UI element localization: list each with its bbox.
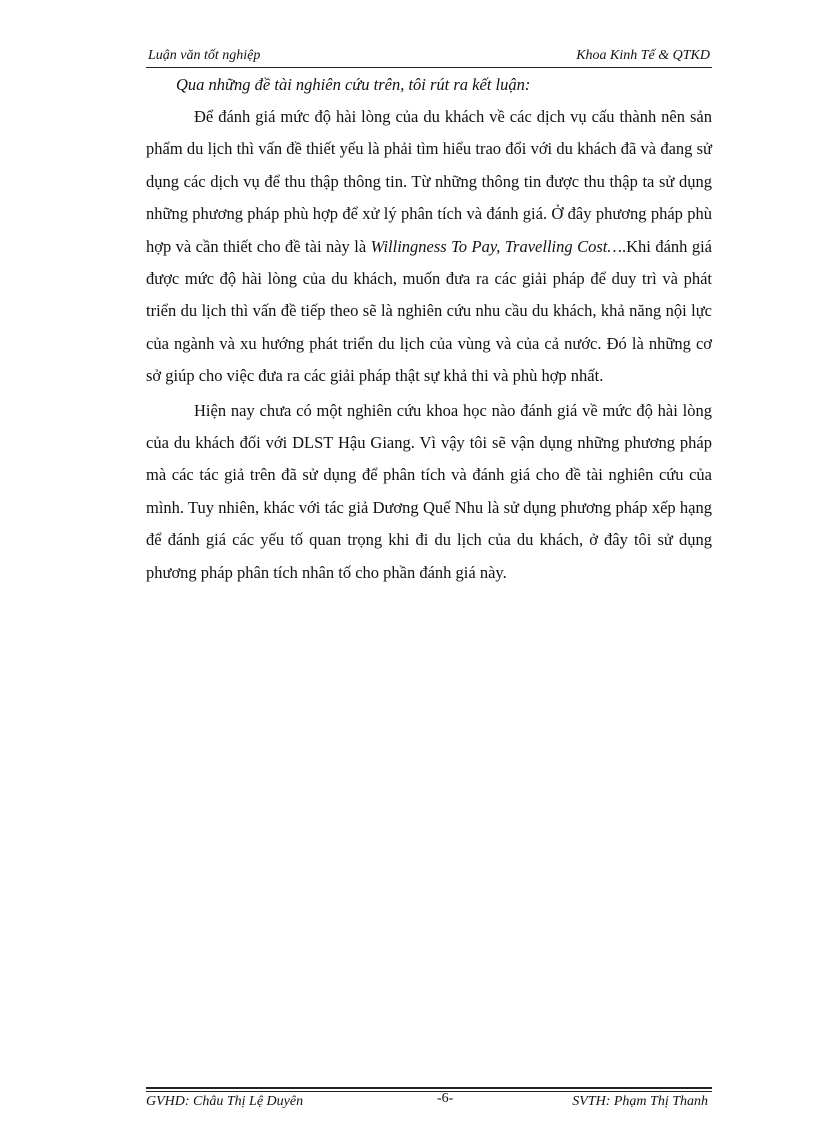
paragraph-2: Hiện nay chưa có một nghiên cứu khoa học nào đánh giá về mức độ hài lòng của du khách đối với DLST Hậu Giang. Vì vậy tôi sẽ vận dụng những phương pháp mà các tác giả trên đã sử dụng để phân tích và đánh giá cho đề tài nghiên cứu của mình. Tuy nhiên, khác với tác giả Dương Quế Nhu là sử dụng phương pháp xếp hạng để đánh giá các yếu tố quan trọng khi đi du lịch của du khách, ở đây tôi sử dụng phương pháp phân tích nhân tố cho phần đánh giá này. [146,400,712,582]
footer-divider-thin [146,1091,712,1092]
intro-line: Qua những đề tài nghiên cứu trên, tôi rút ra kết luận: [176,75,531,94]
header-divider [146,67,712,68]
footer-student: SVTH: Phạm Thị Thanh [572,1094,708,1109]
paragraph-1-end: .Khi đánh giá được mức độ hài lòng của du khách, muốn đưa ra các giải pháp để duy trì và phát triển du lịch thì vấn đề tiếp theo sẽ là nghiên cứu nhu cầu du khách, khả năng nội lực của ngành và xu hướng phát triển du lịch của vùng và của cả nước. Đó là những cơ sở giúp cho việc đưa ra các giải pháp thật sự khả thi và phù hợp nhất. [146,236,713,386]
footer-advisor: GVHD: Châu Thị Lệ Duyên [146,1094,304,1109]
paragraph-1-methods: Willingness To Pay, Travelling Cost… [370,236,623,256]
page-body [146,69,712,591]
paragraph-1-start: Để đánh giá mức độ hài lòng của du khách về các dịch vụ cấu thành nên sản phẩm du lịch thì vấn đề thiết yếu là phải tìm hiểu trao đổi với du khách đã và đang sử dụng các dịch vụ để thu thập thông tin. Từ những thông tin được thu thập ta sử dụng những phương pháp phù hợp để xử lý phân tích và đánh giá. Ở đây phương pháp phù hợp và cần thiết cho đề tài này là [146,107,712,256]
header-faculty-label: Khoa Kinh Tế & QTKD [576,48,710,63]
header-thesis-label: Luận văn tốt nghiệp [148,48,261,63]
footer-divider-thick [146,1087,712,1089]
page-number: -6- [437,1091,454,1106]
paragraph-1 [146,101,712,393]
